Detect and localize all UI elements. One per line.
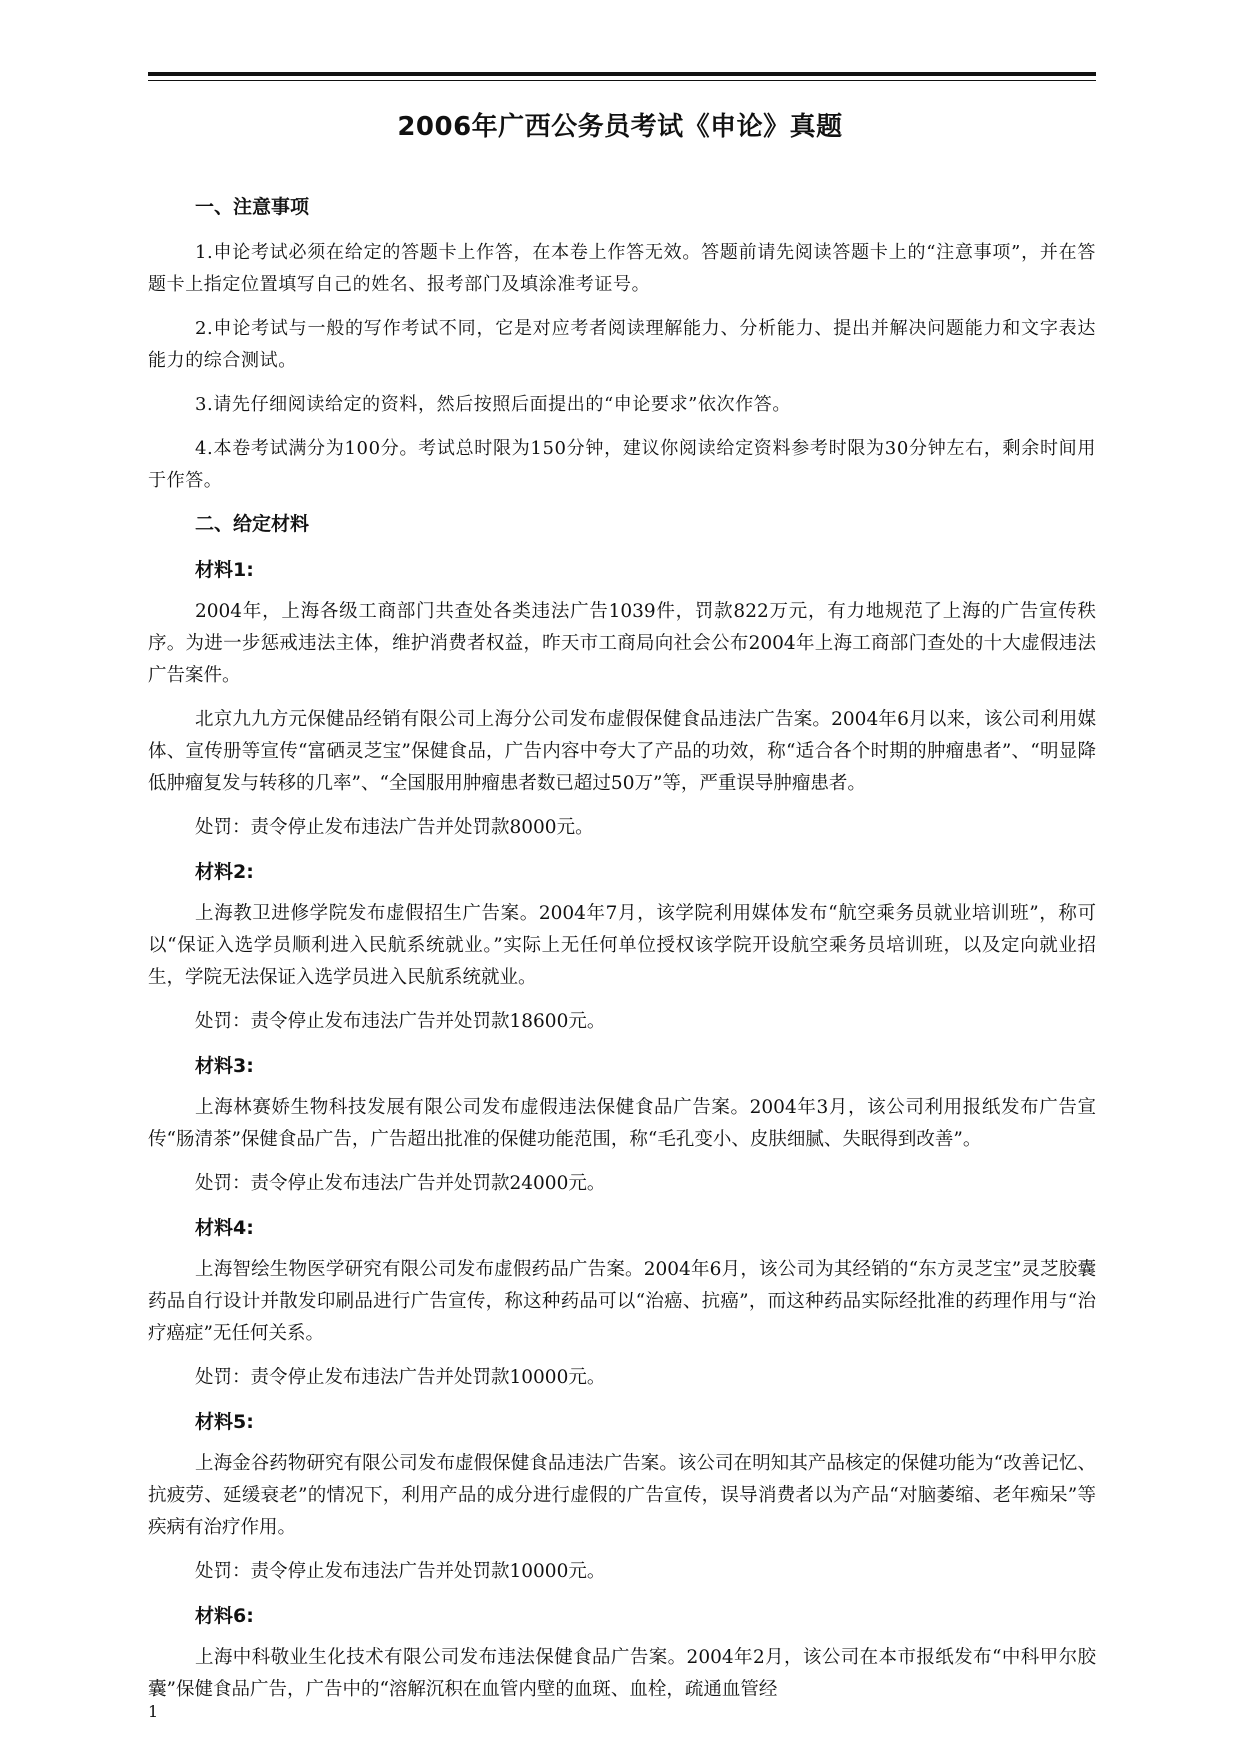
material-2-penalty: 处罚：责令停止发布违法广告并处罚款18600元。	[195, 1011, 606, 1032]
page-number: 1	[148, 1702, 159, 1721]
material-5-label: 材料5:	[195, 1411, 254, 1433]
document-body	[148, 192, 1096, 1718]
material-4-paragraph-1: 上海智绘生物医学研究有限公司发布虚假药品广告案。2004年6月，该公司为其经销的“东方灵芝宝”灵芝胶囊药品自行设计并散发印刷品进行广告宣传，称这种药品可以“治癌、抗癌”，而这种药品实际经批准的药理作用与“治疗癌症”无任何关系。	[148, 1259, 1096, 1344]
header-rule-thin	[148, 80, 1096, 81]
note-item-3: 3.请先仔细阅读给定的资料，然后按照后面提出的“申论要求”依次作答。	[195, 394, 791, 415]
notes-section	[148, 192, 1096, 497]
material-4-label: 材料4:	[195, 1217, 254, 1239]
note-item-4: 4.本卷考试满分为100分。考试总时限为150分钟，建议你阅读给定资料参考时限为30分钟左右，剩余时间用于作答。	[148, 438, 1096, 491]
material-2-label: 材料2:	[195, 861, 254, 883]
material-3-label: 材料3:	[195, 1055, 254, 1077]
note-item-1: 1.申论考试必须在给定的答题卡上作答，在本卷上作答无效。答题前请先阅读答题卡上的“注意事项”，并在答题卡上指定位置填写自己的姓名、报考部门及填涂准考证号。	[148, 242, 1096, 295]
materials-heading: 二、给定材料	[195, 513, 310, 535]
material-2-paragraph-1: 上海教卫进修学院发布虚假招生广告案。2004年7月，该学院利用媒体发布“航空乘务员就业培训班”，称可以“保证入选学员顺利进入民航系统就业。”实际上无任何单位授权该学院开设航空乘务员培训班，以及定向就业招生，学院无法保证入选学员进入民航系统就业。	[148, 903, 1096, 988]
document-title: 2006年广西公务员考试《申论》真题	[397, 112, 843, 142]
material-3-paragraph-1: 上海林赛娇生物科技发展有限公司发布虚假违法保健食品广告案。2004年3月，该公司利用报纸发布广告宣传“肠清茶”保健食品广告，广告超出批准的保健功能范围，称“毛孔变小、皮肤细腻、失眠得到改善”。	[148, 1097, 1096, 1150]
material-6-label: 材料6:	[195, 1605, 254, 1627]
material-1-paragraph-1: 2004年，上海各级工商部门共查处各类违法广告1039件，罚款822万元，有力地规范了上海的广告宣传秩序。为进一步惩戒违法主体，维护消费者权益，昨天市工商局向社会公布2004年上海工商部门查处的十大虚假违法广告案件。	[148, 601, 1096, 686]
material-1-paragraph-2: 北京九九方元保健品经销有限公司上海分公司发布虚假保健食品违法广告案。2004年6月以来，该公司利用媒体、宣传册等宣传“富硒灵芝宝”保健食品，广告内容中夸大了产品的功效，称“适合各个时期的肿瘤患者”、“明显降低肿瘤复发与转移的几率”、“全国服用肿瘤患者数已超过50万”等，严重误导肿瘤患者。	[148, 709, 1096, 794]
material-5-penalty: 处罚：责令停止发布违法广告并处罚款10000元。	[195, 1561, 606, 1582]
notes-heading: 一、注意事项	[195, 196, 310, 218]
material-3-penalty: 处罚：责令停止发布违法广告并处罚款24000元。	[195, 1173, 606, 1194]
note-item-2: 2.申论考试与一般的写作考试不同，它是对应考者阅读理解能力、分析能力、提出并解决问题能力和文字表达能力的综合测试。	[148, 318, 1096, 371]
header-rule-thick	[148, 72, 1096, 76]
material-1-penalty: 处罚：责令停止发布违法广告并处罚款8000元。	[195, 817, 594, 838]
material-4-penalty: 处罚：责令停止发布违法广告并处罚款10000元。	[195, 1367, 606, 1388]
material-5-paragraph-1: 上海金谷药物研究有限公司发布虚假保健食品违法广告案。该公司在明知其产品核定的保健功能为“改善记忆、抗疲劳、延缓衰老”的情况下，利用产品的成分进行虚假的广告宣传，误导消费者以为产品“对脑萎缩、老年痴呆”等疾病有治疗作用。	[148, 1453, 1096, 1538]
material-1-label: 材料1:	[195, 559, 254, 581]
material-6-paragraph-1: 上海中科敬业生化技术有限公司发布违法保健食品广告案。2004年2月，该公司在本市报纸发布“中科甲尔胶囊”保健食品广告，广告中的“溶解沉积在血管内壁的血斑、血栓，疏通血管经	[148, 1647, 1096, 1700]
